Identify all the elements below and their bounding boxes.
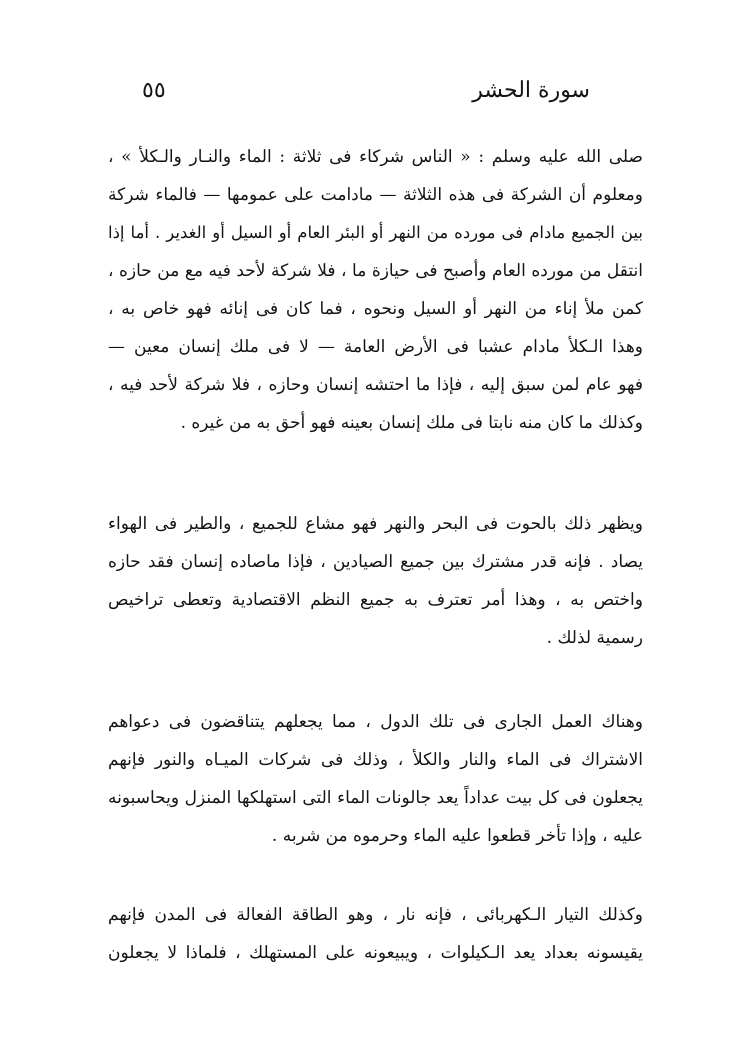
text-line: وهذا الـكلأ مادام عشبا فى الأرض العامة — لا فى ملك إنسان معين — bbox=[108, 337, 643, 357]
text-line: وكذلك ما كان منه نابتا فى ملك إنسان بعينه فهو أحق به من غيره . bbox=[180, 413, 643, 433]
paragraph-3 bbox=[108, 703, 643, 855]
text-line: صلى الله عليه وسلم : « الناس شركاء فى ثلاثة : الماء والنـار والـكلأ » ، bbox=[108, 147, 643, 167]
text-line: وكذلك التيار الـكهربائى ، فإنه نار ، وهو الطاقة الفعالة فى المدن فإنهم bbox=[108, 905, 643, 925]
paragraph-1 bbox=[108, 138, 643, 442]
text-line: الاشتراك فى الماء والنار والكلأ ، وذلك فى شركات الميـاه والنور فإنهم bbox=[108, 750, 643, 770]
text-line: واختص به ، وهذا أمر تعترف به جميع النظم الاقتصادية وتعطى تراخيص bbox=[108, 590, 643, 610]
paragraph-4 bbox=[108, 896, 643, 972]
page-header bbox=[120, 78, 630, 118]
surah-title: سورة الحشر bbox=[472, 78, 590, 103]
text-line: عليه ، وإذا تأخر قطعوا عليه الماء وحرموه من شربه . bbox=[271, 826, 643, 846]
text-line: انتقل من مورده العام وأصبح فى حيازة ما ، فلا شركة لأحد فيه مع من حازه ، bbox=[108, 261, 643, 281]
text-line: بين الجميع مادام فى مورده من النهر أو البئر العام أو السيل أو الغدير . أما إذا bbox=[108, 223, 643, 242]
text-line: ويظهر ذلك بالحوت فى البحر والنهر فهو مشاع للجميع ، والطير فى الهواء bbox=[108, 514, 643, 534]
text-line: فهو عام لمن سبق إليه ، فإذا ما احتشه إنسان وحازه ، فلا شركة لأحد فيه ، bbox=[108, 375, 643, 395]
text-line: يقيسونه بعداد يعد الـكيلوات ، ويبيعونه على المستهلك ، فلماذا لا يجعلون bbox=[108, 943, 643, 963]
page-number: ٥٥ bbox=[142, 78, 166, 103]
paragraph-2 bbox=[108, 505, 643, 657]
text-line: يجعلون فى كل بيت عداداً يعد جالونات الماء التى استهلكها المنزل ويحاسبونه bbox=[108, 788, 643, 808]
text-line: وهناك العمل الجارى فى تلك الدول ، مما يجعلهم يتناقضون فى دعواهم bbox=[108, 712, 643, 732]
text-line: رسمية لذلك . bbox=[546, 628, 643, 648]
text-line: يصاد . فإنه قدر مشترك بين جميع الصيادين ، فإذا ماصاده إنسان فقد حازه bbox=[108, 552, 643, 572]
text-line: كمن ملأ إناء من النهر أو السيل ونحوه ، فما كان فى إنائه فهو خاص به ، bbox=[108, 299, 643, 319]
text-line: ومعلوم أن الشركة فى هذه الثلاثة — مادامت على عمومها — فالماء شركة bbox=[108, 185, 643, 205]
